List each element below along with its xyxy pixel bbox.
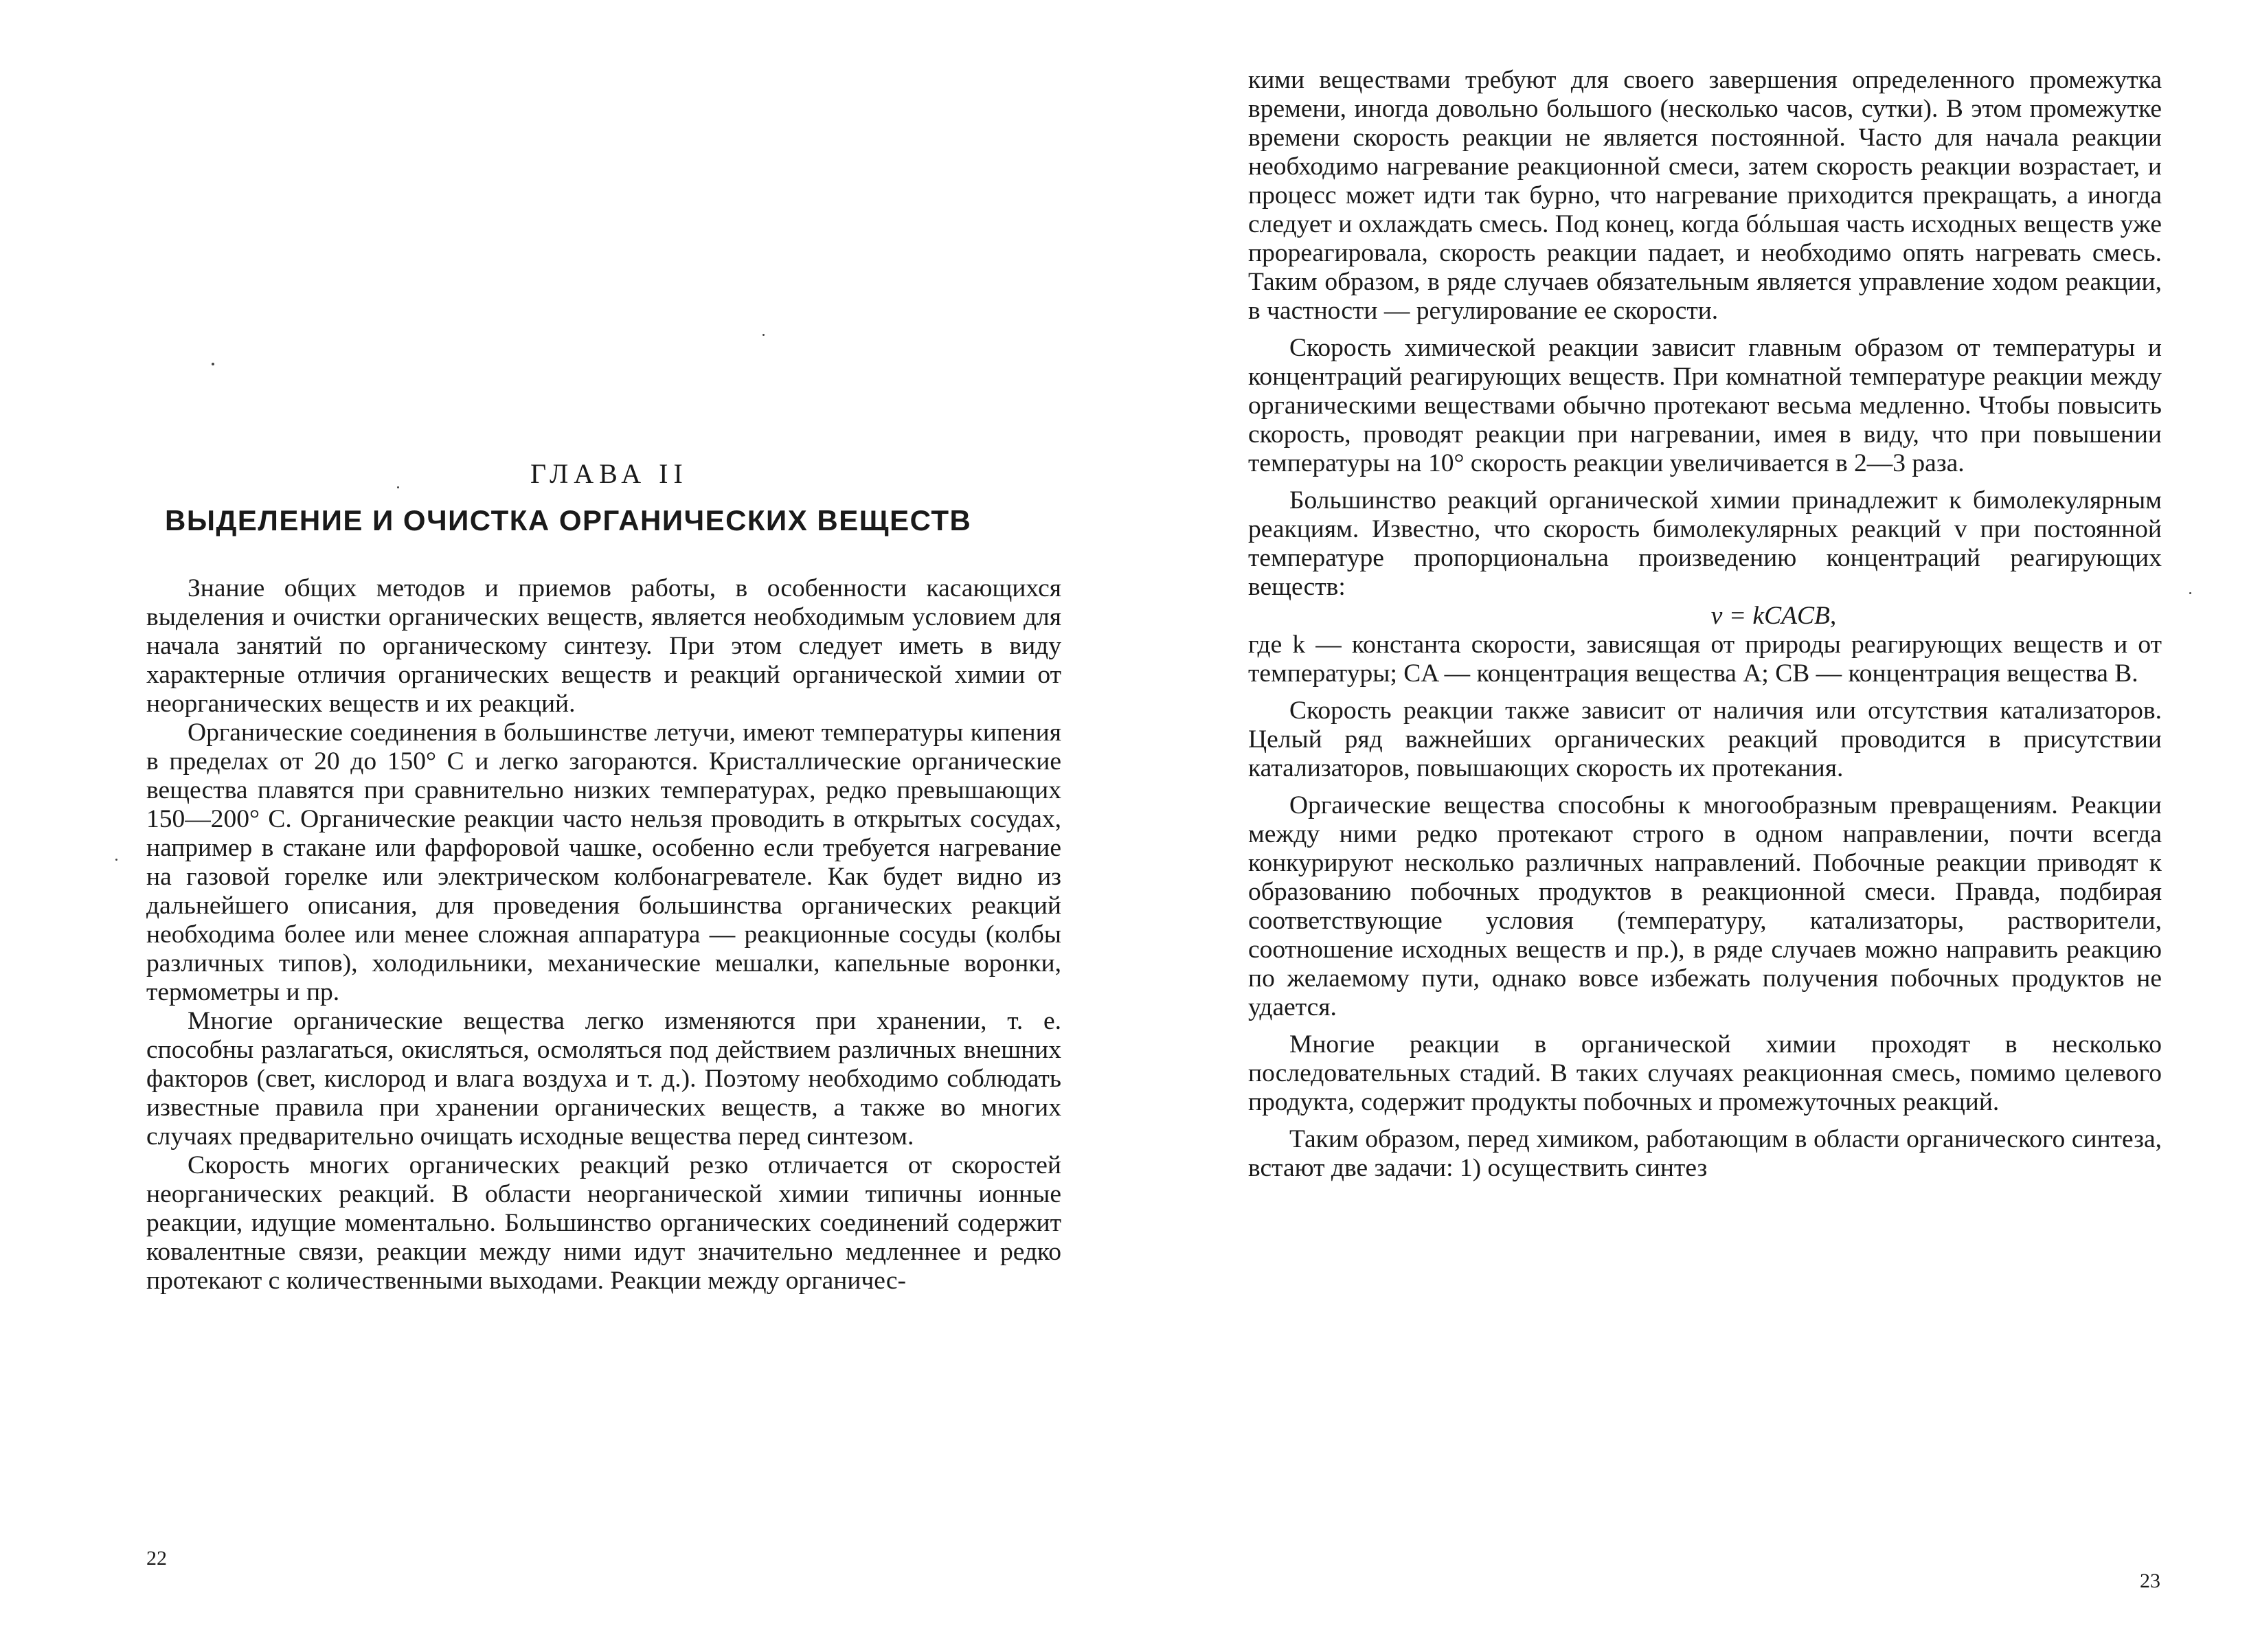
right-body-text bbox=[1248, 66, 2162, 1183]
scan-speck bbox=[762, 334, 765, 336]
paragraph: Многие органические вещества легко изменяются при хранении, т. е. способны разлагаться, окисляться, осмоляться под действием различных внешних факторов (свет, кислород и влага воздуха и т. д.). Поэтому необходимо соблюдать известные правила при хранении органических веществ, а также во многих случаях предварительно очищать исходные вещества перед синтезом. bbox=[146, 1007, 1061, 1151]
paragraph: Оргаические вещества способны к многообразным превращениям. Реакции между ними редко протекают строго в одном направлении, почти всегда конкурируют несколько различных направлений. Побочные реакции приводят к образованию побочных продуктов в реакционной смеси. Правда, подбирая соответствующие условия (температуру, катализаторы, растворители, соотношение исходных веществ и пр.), в ряде случаев можно направить реакцию по желаемому пути, однако вовсе избежать получения побочных продуктов не удается. bbox=[1248, 791, 2162, 1021]
paragraph: Многие реакции в органической химии проходят в несколько последовательных стадий. В таких случаях реакционная смесь, помимо целевого продукта, содержит продукты побочных и промежуточных реакций. bbox=[1248, 1030, 2162, 1116]
scan-speck bbox=[115, 859, 117, 861]
paragraph: Большинство реакций органической химии принадлежит к бимолекулярным реакциям. Известно, что скорость бимолекулярных реакций v при постоянной температуре пропорциональна произведению концентраций реагирующих веществ: bbox=[1248, 486, 2162, 601]
scan-speck bbox=[2189, 592, 2191, 594]
formula-explanation: где k — константа скорости, зависящая от природы реагирующих веществ и от температуры; CA — концентрация вещества А; CB — концентрация вещества В. bbox=[1248, 631, 2162, 688]
scan-speck bbox=[397, 486, 399, 488]
paragraph: Скорость реакции также зависит от наличия или отсутствия катализаторов. Целый ряд важнейших органических реакций проводится в присутствии катализаторов, повышающих скорость их протекания. bbox=[1248, 697, 2162, 782]
page-number: 22 bbox=[146, 1547, 167, 1570]
page-number: 23 bbox=[2140, 1570, 2160, 1592]
paragraph: Скорость химической реакции зависит главным образом от температуры и концентраций реагирующих веществ. При комнатной температуре реакции между органическими веществами обычно протекают весьма медленно. Чтобы повысить скорость, проводят реакции при нагревании, имея в виду, что при повышении температуры на 10° скорость реакции увеличивается в 2—3 раза. bbox=[1248, 334, 2162, 477]
paragraph: Таким образом, перед химиком, работающим в области органического синтеза, встают две задачи: 1) осуществить синтез bbox=[1248, 1125, 2162, 1182]
left-body-text bbox=[146, 574, 1061, 1295]
paragraph: Органические соединения в большинстве летучи, имеют температуры кипения в пределах от 20 до 150° С и легко загораются. Кристаллические органические вещества плавятся при сравнительно низких температурах, редко превышающих 150—200° С. Органические реакции часто нельзя проводить в открытых сосудах, например в стакане или фарфоровой чашке, особенно если требуется нагревание на газовой горелке или электрическом колбонагревателе. Как будет видно из дальнейшего описания, для проведения большинства органических реакций необходима более или менее сложная аппаратура — реакционные сосуды (колбы различных типов), холодильники, механические мешалки, капельные воронки, термометры и пр. bbox=[146, 718, 1061, 1006]
paragraph: Знание общих методов и приемов работы, в особенности касающихся выделения и очистки органических веществ, является необходимым условием для начала занятий по органическому синтезу. При этом следует иметь в виду характерные отличия органических веществ и реакций органической химии от неорганических веществ и их реакций. bbox=[146, 574, 1061, 718]
chapter-label: ГЛАВА II bbox=[530, 458, 688, 489]
rate-formula: v = kCACB, bbox=[1710, 602, 1837, 630]
scan-speck bbox=[212, 363, 214, 365]
paragraph: Скорость многих органических реакций резко отличается от скоростей неорганических реакций. В области неорганической химии типичны ионные реакции, идущие моментально. Большинство органических соединений содержит ковалентные связи, реакции между ними идут значительно медленнее и редко протекают с количественными выходами. Реакции между органичес- bbox=[146, 1151, 1061, 1295]
chapter-title: ВЫДЕЛЕНИЕ И ОЧИСТКА ОРГАНИЧЕСКИХ ВЕЩЕСТВ bbox=[165, 504, 972, 536]
paragraph-continuation: кими веществами требуют для своего завершения определенного промежутка времени, иногда довольно большого (несколько часов, сутки). В этом промежутке времени скорость реакции не является постоянной. Часто для начала реакции необходимо нагревание реакционной смеси, затем скорость реакции возрастает, и процесс может идти так бурно, что нагревание приходится прекращать, а иногда следует и охлаждать смесь. Под конец, когда бóльшая часть исходных веществ уже прореагировала, скорость реакции падает, и необходимо опять нагревать смесь. Таким образом, в ряде случаев обязательным является управление ходом реакции, в частности — регулирование ее скорости. bbox=[1248, 66, 2162, 325]
right-page bbox=[1130, 0, 2260, 1652]
